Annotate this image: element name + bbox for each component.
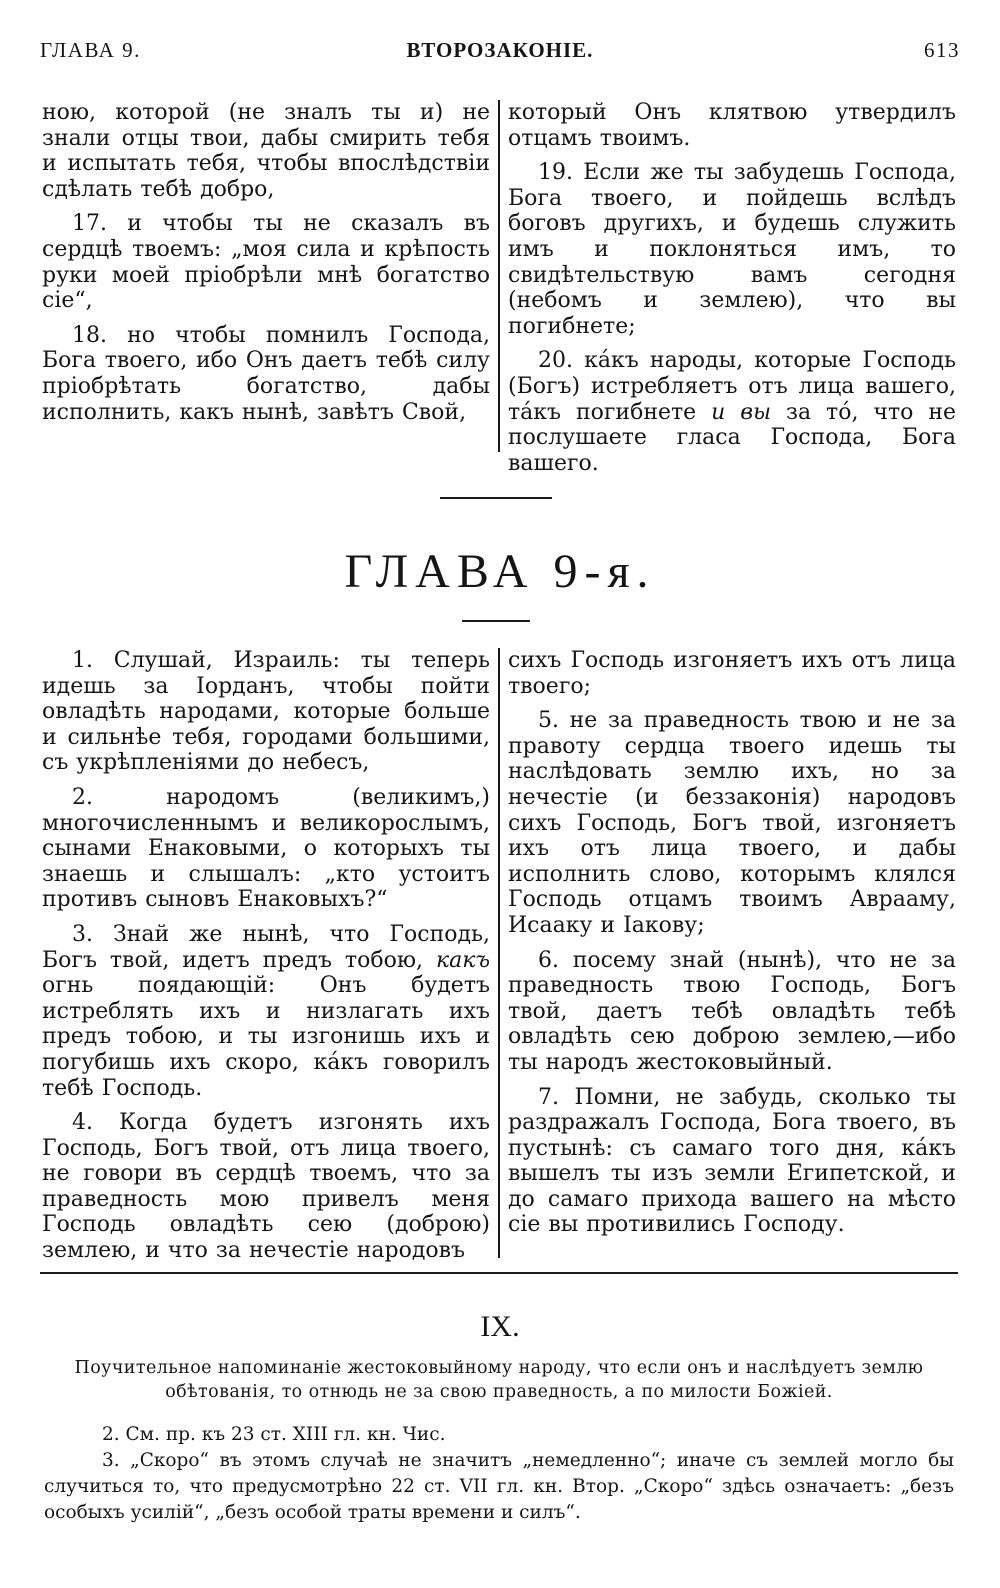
verse-18-continuation: который Онъ клятвою утвердилъ отцамъ твоимъ. bbox=[508, 100, 956, 151]
verse-19: 19. Если же ты забудешь Господа, Бога твоего, и пойдешь вслѣдъ боговъ другихъ, и будешь служить имъ и поклоняться имъ, то свидѣтельствую вамъ сегодня (небомъ и землею), что вы погибнете; bbox=[508, 160, 956, 339]
verse-3-text-end: огнь поядающій: Онъ будетъ истреблять ихъ и низлагать ихъ предъ тобою, и ты изгонишь ихъ и погубишь ихъ скоро, ка́къ говорилъ тебѣ Господь. bbox=[42, 973, 490, 1101]
note-2: 2. См. пр. къ 23 ст. XIII гл. кн. Чис. bbox=[102, 1424, 446, 1445]
section-rule bbox=[440, 497, 552, 499]
column-divider bbox=[498, 100, 500, 452]
previous-chapter-text bbox=[42, 100, 956, 476]
commentary-notes bbox=[44, 1422, 954, 1526]
left-column bbox=[42, 100, 490, 434]
commentary-summary: Поучительное напоминаніе жестоковыйному народу, что если онъ и наслѣдуетъ землю обѣтованія, то отнюдь не за свою праведность, а по милости Божіей. bbox=[74, 1358, 924, 1402]
header-book-title: ВТОРОЗАКОНІЕ. bbox=[406, 38, 594, 62]
header-chapter: ГЛАВА 9. bbox=[40, 38, 141, 62]
chapter-title: ГЛАВА 9-я. bbox=[344, 545, 656, 598]
note-3: 3. „Скоро“ въ этомъ случаѣ не значитъ „немедленно“; иначе съ землей могло бы случиться то, что предусмотрѣно 22 ст. VII гл. кн. Втор. „Скоро“ здѣсь означаетъ: „безъ особыхъ усилій“, „безъ особой траты времени и силъ“. bbox=[44, 1450, 954, 1523]
title-rule bbox=[462, 620, 530, 622]
verse-1: 1. Слушай, Израиль: ты теперь идешь за Іорданъ, чтобы пойти овладѣть народами, которые больше и сильнѣе тебя, городами большими, съ укрѣпленіями до небесъ, bbox=[42, 648, 490, 776]
verse-3 bbox=[42, 922, 490, 1101]
verse-20 bbox=[508, 348, 956, 476]
commentary-number: IX. bbox=[480, 1310, 520, 1343]
verse-3-text: 3. Знай же нынѣ, что Господь, Богъ твой, идетъ предъ тобою, bbox=[42, 921, 490, 973]
verse-16-continuation: ною, которой (не зналъ ты и) не знали отцы твои, дабы смирить тебя и испытать тебя, чтобы впослѣдствіи сдѣлать тебѣ добро, bbox=[42, 100, 490, 202]
page-number: 613 bbox=[924, 38, 960, 62]
column-divider bbox=[498, 648, 500, 1258]
verse-20-text-end: за то́, что не послушаете гласа Господа, Бога вашего. bbox=[508, 399, 956, 476]
chapter-9-text bbox=[42, 648, 956, 1268]
left-column bbox=[42, 648, 490, 1273]
verse-7: 7. Помни, не забудь, сколько ты раздражалъ Господа, Бога твоего, въ пустынѣ: съ самаго того дня, ка́къ вышелъ ты изъ земли Египетской, и до самаго прихода вашего на мѣсто сіе вы противились Господу. bbox=[508, 1084, 956, 1238]
verse-17: 17. и чтобы ты не сказалъ въ сердцѣ твоемъ: „моя сила и крѣпость руки моей пріобрѣли мнѣ богатство сіе“, bbox=[42, 211, 490, 314]
verse-5: 5. не за праведность твою и не за правоту сердца твоего идешь ты наслѣдовать землю ихъ, но за нечестіе (и беззаконія) народовъ сихъ Господь, Богъ твой, изгоняетъ ихъ отъ лица твоего, и дабы исполнить слово, которымъ клялся Господь отцамъ твоимъ Аврааму, Исааку и Іакову; bbox=[508, 708, 956, 938]
verse-2: 2. народомъ (великимъ,) многочисленнымъ и великорослымъ, сынами Енаковыми, о которыхъ ты знаешь и слышалъ: „кто устоитъ противъ сыновъ Енаковыхъ?“ bbox=[42, 784, 490, 913]
right-column bbox=[508, 100, 956, 485]
right-column bbox=[508, 648, 956, 1247]
verse-20-text: 20. ка́къ народы, которые Господь (Богъ) истребляетъ отъ лица вашего, та́къ погибнете bbox=[508, 348, 956, 425]
verse-4-continuation: сихъ Господь изгоняетъ ихъ отъ лица твоего; bbox=[508, 648, 956, 699]
running-header bbox=[40, 38, 960, 68]
verse-18: 18. но чтобы помнилъ Господа, Бога твоего, ибо Онъ даетъ тебѣ силу пріобрѣтать богатство, дабы исполнить, какъ нынѣ, завѣтъ Свой, bbox=[42, 322, 490, 425]
verse-20-italic: и вы bbox=[711, 399, 772, 425]
verse-6: 6. посему знай (нынѣ), что не за праведность твою Господь, Богъ твой, даетъ тебѣ овладѣть тебѣ овладѣть сею доброю землею,—ибо ты народъ жестоковыйный. bbox=[508, 947, 956, 1075]
verse-3-italic: какъ bbox=[435, 947, 490, 973]
verse-4: 4. Когда будетъ изгонять ихъ Господь, Богъ твой, отъ лица твоего, не говори въ сердцѣ твоемъ, что за праведность мою привелъ меня Господь овладѣть сею (доброю) землею, и что за нечестіе народовъ bbox=[42, 1110, 490, 1264]
commentary-separator bbox=[40, 1272, 958, 1274]
